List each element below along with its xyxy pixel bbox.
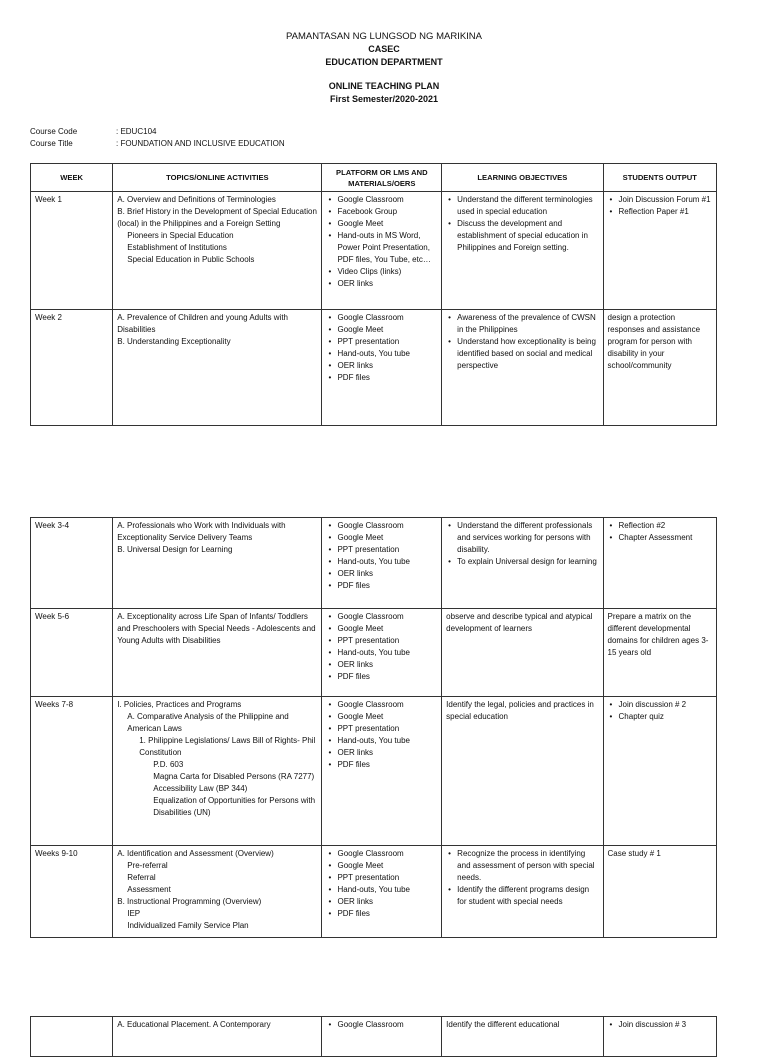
output-text: Case study # 1 — [607, 849, 661, 858]
topic-item: B. Understanding Exceptionality — [117, 337, 231, 346]
teaching-plan-table-2 — [30, 517, 717, 938]
week-cell: Weeks 7-8 — [31, 697, 113, 846]
output-cell — [603, 1017, 716, 1057]
output-item: • Reflection Paper #1 — [608, 206, 712, 218]
table-row — [31, 310, 717, 426]
platform-item: • Facebook Group — [326, 206, 437, 218]
platform-item: • Hand-outs in MS Word, Power Point Presentation, PDF files, You Tube, etc… — [326, 230, 437, 266]
objective-item: • Discuss the development and establishment of special education in Philippines and Foreign setting. — [446, 218, 598, 254]
platform-item: • OER links — [326, 568, 437, 580]
topic-item: Special Education in Public Schools — [127, 255, 255, 264]
week-cell: Week 1 — [31, 192, 113, 310]
topics-cell — [113, 697, 322, 846]
platform-item: • PPT presentation — [326, 336, 437, 348]
platform-item: • Google Classroom — [326, 520, 437, 532]
objectives-cell — [442, 1017, 603, 1057]
topic-item: Equalization of Opportunities for Persons with Disabilities (UN) — [153, 796, 316, 817]
topic-item: B. Instructional Programming (Overview) — [117, 897, 262, 906]
platform-item: • OER links — [326, 360, 437, 372]
platform-item: • Google Classroom — [326, 1019, 437, 1031]
output-cell — [603, 192, 716, 310]
university-name: PAMANTASAN NG LUNGSOD NG MARIKINA — [285, 31, 482, 42]
teaching-plan-table-1 — [30, 163, 717, 426]
platform-item: • OER links — [326, 659, 437, 671]
topic-item: Pre-referral — [127, 861, 168, 870]
topic-item: Magna Carta for Disabled Persons (RA 7277) — [153, 772, 315, 781]
platform-item: • Google Meet — [326, 711, 437, 723]
platform-item: • Google Classroom — [326, 699, 437, 711]
platform-item: • Google Classroom — [326, 848, 437, 860]
objective-item: • To explain Universal design for learning — [446, 556, 598, 568]
platform-item: • PPT presentation — [326, 723, 437, 735]
week-cell: Weeks 9-10 — [31, 846, 113, 938]
platform-item: • Hand-outs, You tube — [326, 647, 437, 659]
topic-item: Referral — [127, 873, 156, 882]
platform-cell — [322, 1017, 442, 1057]
document-header — [0, 30, 768, 106]
platform-cell — [322, 310, 442, 426]
topic-item: Accessibility Law (BP 344) — [153, 784, 248, 793]
platform-item: • Google Classroom — [326, 312, 437, 324]
table-row — [31, 1017, 717, 1057]
platform-item: • Hand-outs, You tube — [326, 348, 437, 360]
teaching-plan-table-3 — [30, 1016, 717, 1057]
platform-cell — [322, 192, 442, 310]
platform-item: • Video Clips (links) — [326, 266, 437, 278]
output-cell — [603, 310, 716, 426]
platform-item: • PDF files — [326, 759, 437, 771]
topic-item: I. Policies, Practices and Programs — [117, 700, 242, 709]
platform-cell — [322, 846, 442, 938]
course-title-label: Course Title — [30, 139, 73, 148]
table-row — [31, 609, 717, 697]
topics-cell — [113, 1017, 322, 1057]
objective-item: • Understand how exceptionality is being identified based on social and medical perspective — [446, 336, 598, 372]
plan-title: ONLINE TEACHING PLAN — [328, 81, 440, 91]
objective-text: observe and describe typical and atypical development of learners — [446, 612, 593, 633]
topic-item: B. Brief History in the Development of Special Education (local) in the Philippines and a Foreign Setting — [117, 207, 317, 228]
platform-item: • Google Meet — [326, 623, 437, 635]
table-row — [31, 192, 717, 310]
objectives-cell — [442, 310, 603, 426]
table-row — [31, 518, 717, 609]
topic-item: Individualized Family Service Plan — [127, 921, 249, 930]
column-header-objectives: LEARNING OBJECTIVES — [442, 164, 603, 192]
objectives-cell — [442, 518, 603, 609]
topic-item: B. Universal Design for Learning — [117, 545, 233, 554]
topic-item: P.D. 603 — [153, 760, 184, 769]
platform-item: • Google Meet — [326, 324, 437, 336]
platform-item: • PPT presentation — [326, 872, 437, 884]
objective-text: Identify the different educational — [446, 1020, 560, 1029]
objectives-cell — [442, 192, 603, 310]
week-cell — [31, 1017, 113, 1057]
platform-item: • PDF files — [326, 372, 437, 384]
platform-item: • PPT presentation — [326, 544, 437, 556]
topic-item: A. Overview and Definitions of Terminologies — [117, 195, 276, 204]
column-header-output: STUDENTS OUTPUT — [603, 164, 716, 192]
output-cell — [603, 846, 716, 938]
week-cell: Week 5-6 — [31, 609, 113, 697]
topic-item: A. Exceptionality across Life Span of Infants/ Toddlers and Preschoolers with Special Needs - Adolescents and Young Adults with Disabilities — [117, 612, 316, 645]
output-item: • Join discussion # 3 — [608, 1019, 712, 1031]
course-code-value: : EDUC104 — [116, 127, 157, 136]
topic-item: A. Identification and Assessment (Overview) — [117, 849, 274, 858]
course-title-value: : FOUNDATION AND INCLUSIVE EDUCATION — [116, 139, 285, 148]
output-cell — [603, 518, 716, 609]
department-name: EDUCATION DEPARTMENT — [325, 57, 443, 67]
table-row — [31, 697, 717, 846]
topic-item: Establishment of Institutions — [127, 243, 227, 252]
output-cell — [603, 609, 716, 697]
course-code-label: Course Code — [30, 127, 78, 136]
platform-item: • OER links — [326, 278, 437, 290]
topic-item: A. Comparative Analysis of the Philippine and American Laws — [127, 712, 289, 733]
platform-item: • OER links — [326, 896, 437, 908]
platform-item: • Google Classroom — [326, 194, 437, 206]
course-info — [30, 126, 285, 150]
topic-item: 1. Philippine Legislations/ Laws Bill of Rights- Phil Constitution — [139, 736, 316, 757]
output-item: • Chapter quiz — [608, 711, 712, 723]
objectives-cell — [442, 846, 603, 938]
week-cell: Week 2 — [31, 310, 113, 426]
topic-item: Assessment — [127, 885, 171, 894]
output-item: • Reflection #2 — [608, 520, 712, 532]
topic-item: A. Professionals who Work with Individuals with Exceptionality Service Delivery Teams — [117, 521, 286, 542]
platform-item: • Hand-outs, You tube — [326, 884, 437, 896]
objective-item: • Understand the different terminologies used in special education — [446, 194, 598, 218]
topics-cell — [113, 310, 322, 426]
platform-item: • OER links — [326, 747, 437, 759]
table-header-row — [31, 164, 717, 192]
platform-cell — [322, 518, 442, 609]
output-text: Prepare a matrix on the different developmental domains for children ages 3-15 years old — [607, 612, 709, 657]
objectives-cell — [442, 609, 603, 697]
topic-item: IEP — [127, 909, 141, 918]
platform-item: • Hand-outs, You tube — [326, 735, 437, 747]
platform-item: • Google Meet — [326, 860, 437, 872]
topics-cell — [113, 192, 322, 310]
column-header-week: WEEK — [31, 164, 113, 192]
platform-item: • Hand-outs, You tube — [326, 556, 437, 568]
objective-item: • Recognize the process in identifying and assessment of person with special needs. — [446, 848, 598, 884]
topic-item: Pioneers in Special Education — [127, 231, 234, 240]
topic-item: A. Prevalence of Children and young Adults with Disabilities — [117, 313, 289, 334]
week-cell: Week 3-4 — [31, 518, 113, 609]
output-cell — [603, 697, 716, 846]
topics-cell — [113, 518, 322, 609]
column-header-topics: TOPICS/ONLINE ACTIVITIES — [113, 164, 322, 192]
semester: First Semester/2020-2021 — [329, 94, 439, 104]
objective-item: • Identify the different programs design for student with special needs — [446, 884, 598, 908]
column-header-platform: PLATFORM OR LMS AND MATERIALS/OERS — [322, 164, 442, 192]
platform-cell — [322, 697, 442, 846]
table-row — [31, 846, 717, 938]
platform-item: • PDF files — [326, 580, 437, 592]
output-item: • Join discussion # 2 — [608, 699, 712, 711]
platform-item: • PDF files — [326, 671, 437, 683]
platform-cell — [322, 609, 442, 697]
platform-item: • PPT presentation — [326, 635, 437, 647]
output-item: • Join Discussion Forum #1 — [608, 194, 712, 206]
objectives-cell — [442, 697, 603, 846]
objective-item: • Awareness of the prevalence of CWSN in the Philippines — [446, 312, 598, 336]
college-name: CASEC — [368, 44, 400, 54]
platform-item: • Google Meet — [326, 532, 437, 544]
topics-cell — [113, 846, 322, 938]
topics-cell — [113, 609, 322, 697]
topic-item: A. Educational Placement. A Contemporary — [117, 1020, 271, 1029]
objective-text: Identify the legal, policies and practices in special education — [446, 700, 594, 721]
output-text: design a protection responses and assistance program for person with disability in your school/community — [607, 313, 701, 370]
objective-item: • Understand the different professionals and services working for persons with disability. — [446, 520, 598, 556]
platform-item: • PDF files — [326, 908, 437, 920]
output-item: • Chapter Assessment — [608, 532, 712, 544]
platform-item: • Google Classroom — [326, 611, 437, 623]
platform-item: • Google Meet — [326, 218, 437, 230]
